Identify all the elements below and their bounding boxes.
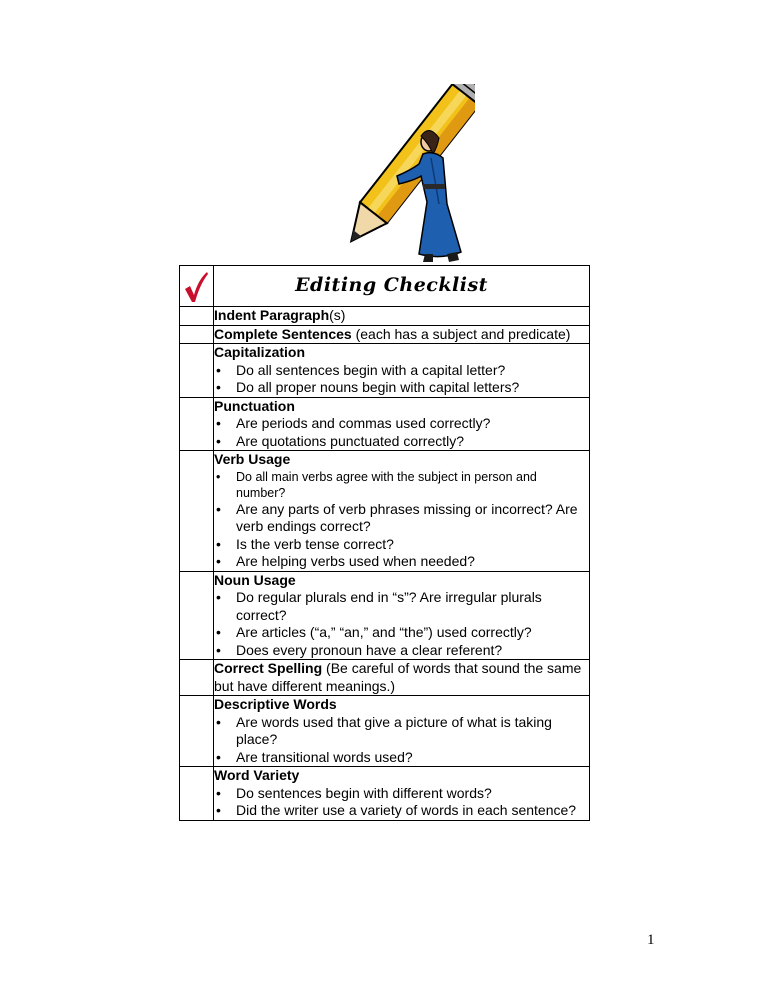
checklist-bullet: • Do sentences begin with different words?: [236, 785, 589, 803]
checklist-row: [180, 397, 590, 451]
checklist-bullet: • Do all proper nouns begin with capital letters?: [236, 379, 589, 397]
checklist-bullet-list: [214, 589, 589, 659]
checklist-bullet-list: [214, 469, 589, 571]
checklist-bullet: • Did the writer use a variety of words in each sentence?: [236, 802, 589, 820]
checklist-bullet: • Do all main verbs agree with the subject in person and number?: [236, 469, 589, 501]
checklist-item: [214, 325, 590, 344]
checklist-item-heading: [214, 451, 589, 469]
checklist-item-title: Indent Paragraph: [214, 307, 330, 323]
checklist-item-heading: [214, 660, 589, 695]
checklist-item-title: Capitalization: [214, 344, 306, 360]
checklist-bullet-list: [214, 415, 589, 450]
checklist-item: [214, 696, 590, 767]
checklist-bullet: • Does every pronoun have a clear referent?: [236, 642, 589, 660]
checklist-row: [180, 307, 590, 326]
checklist-item-title: Punctuation: [214, 397, 295, 414]
checklist-item: [214, 571, 590, 660]
checklist-item-heading: [214, 767, 589, 785]
checklist-row: [180, 767, 590, 821]
checklist-bullet: • Is the verb tense correct?: [236, 536, 589, 554]
checklist-item-note: (Be careful of words that sound the same but have different meanings.): [214, 660, 582, 694]
checklist-item: [214, 397, 590, 451]
checklist-item: [214, 767, 590, 821]
header-check-cell: [180, 266, 214, 307]
checklist-item-title: Verb Usage: [214, 451, 291, 467]
checklist-item-title: Complete Sentences: [214, 325, 352, 342]
checklist-item: [214, 660, 590, 696]
checklist-item-note: (s): [329, 307, 346, 323]
checklist-item-heading: [214, 344, 589, 362]
checklist-item: [214, 344, 590, 398]
checklist-row: [180, 451, 590, 572]
checkbox-cell[interactable]: [180, 325, 214, 344]
checkbox-cell[interactable]: [180, 344, 214, 398]
checkbox-cell[interactable]: [180, 660, 214, 696]
checklist-item-title: Descriptive Words: [214, 696, 337, 712]
checklist-item-heading: [214, 696, 589, 714]
checkbox-cell[interactable]: [180, 451, 214, 572]
checkbox-cell[interactable]: [180, 307, 214, 326]
checkmark-icon: [183, 270, 209, 304]
checklist-bullet: • Are helping verbs used when needed?: [236, 553, 589, 571]
checklist-row: [180, 571, 590, 660]
checkbox-cell[interactable]: [180, 571, 214, 660]
checklist-bullet: • Are words used that give a picture of what is taking place?: [236, 714, 589, 749]
checklist-row: [180, 344, 590, 398]
checklist-row: [180, 660, 590, 696]
editing-checklist-table: [179, 265, 590, 821]
pencil-woman-illustration: [335, 84, 475, 266]
checklist-bullet-list: [214, 714, 589, 767]
checklist-item-heading: [214, 307, 589, 325]
checklist-item-heading: [214, 326, 589, 344]
checklist-item-heading: [214, 398, 589, 416]
page-title: Editing Checklist: [214, 266, 590, 307]
page-number: 1: [647, 932, 655, 948]
checkbox-cell[interactable]: [180, 696, 214, 767]
checklist-bullet: • Are transitional words used?: [236, 749, 589, 767]
checklist-bullet-list: [214, 785, 589, 820]
checklist-item-title: Correct Spelling: [214, 660, 323, 676]
checklist-bullet: • Do regular plurals end in “s”? Are irregular plurals correct?: [236, 589, 589, 624]
checklist-header-row: [180, 266, 590, 307]
checkbox-cell[interactable]: [180, 397, 214, 451]
checklist-bullet: • Do all sentences begin with a capital letter?: [236, 362, 589, 380]
checklist-bullet: • Are periods and commas used correctly?: [236, 415, 589, 433]
checklist-item: [214, 451, 590, 572]
checklist-item-title: Word Variety: [214, 767, 300, 783]
checklist-bullet: • Are articles (“a,” “an,” and “the”) used correctly?: [236, 624, 589, 642]
checkbox-cell[interactable]: [180, 767, 214, 821]
checklist-item-heading: [214, 572, 589, 590]
checklist-item: [214, 307, 590, 326]
checklist-bullet-list: [214, 362, 589, 397]
checklist-item-title: Noun Usage: [214, 571, 296, 588]
checklist-bullet: • Are quotations punctuated correctly?: [236, 433, 589, 451]
checklist-bullet: • Are any parts of verb phrases missing or incorrect? Are verb endings correct?: [236, 501, 589, 536]
checklist-item-note: (each has a subject and predicate): [351, 325, 571, 342]
checklist-row: [180, 696, 590, 767]
checklist-row: [180, 325, 590, 344]
